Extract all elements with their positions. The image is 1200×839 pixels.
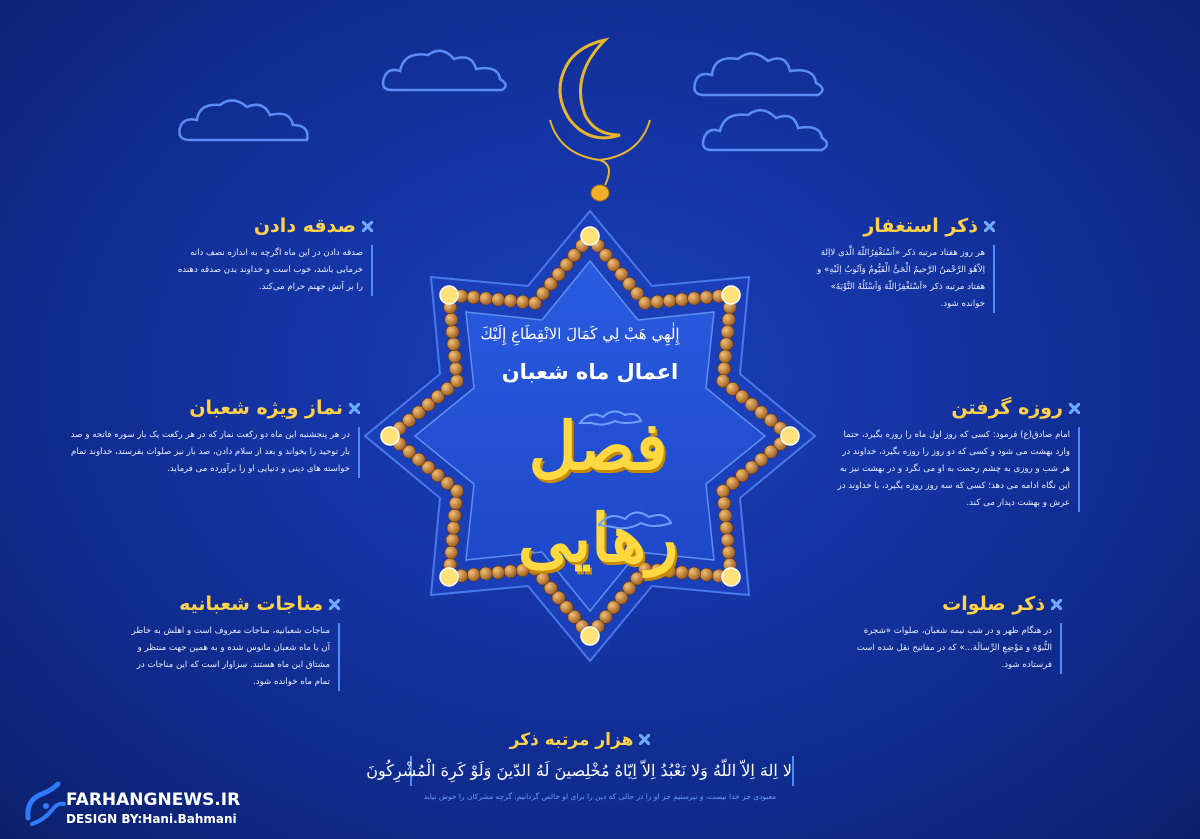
section-text: در هر پنجشنبه این ماه دو رکعت نماز که در هر رکعت یک بار سوره فاتحه و صد بار توحید را بخواند و بعد از سلام دادن، صد بار نیز صلوات بفرستد، خداوند تمام خواسته های دینی و دنیایی او را برآورده می فرماید.	[62, 427, 360, 478]
section-text: هر روز هفتاد مرتبه ذکر «اَسْتَغْفِرُاللّهَ الَّذى لااِلهَ اِلاّهُوَ الرَّحْمنُ الرَّحیمُ الْحَیُّ الْقَیُّومُ وَاَتُوبُ اِلَیْهِ» و هفتاد مرتبه ذکر «اَسْتَغْفِرُاللّهَ وَاَسْئَلُهُ التَّوْبَةَ» خوانده شود.	[817, 245, 995, 313]
section-text: مناجات شعبانیه، مناجات معروف است و اهلش به خاطر آن با ماه شعبان مانوس شده و به همین جهت منتظر و مشتاق این ماه هستند. سزاوار است که این مناجات در تمام ماه خوانده شود.	[128, 623, 340, 691]
diamond-bullet-icon	[984, 221, 995, 232]
rosary-bead	[675, 293, 688, 306]
section-heading	[850, 593, 1062, 615]
rosary-bead	[467, 291, 480, 304]
zekr-text: لا اِلهَ اِلاّ اللّهُ وَلا نَعْبُدُ اِلاّ اِیّاهُ مُخْلِصینَ لَهُ الدّینَ وَلَوْ کَرِهَ الْمُشْرِکُونَ	[410, 756, 794, 786]
subtitle-text: اعمال ماه شعبان	[501, 360, 679, 384]
section-text: صدقه دادن در این ماه اگرچه به اندازه نصف دانه خرمایی باشد، خوب است و خداوند بدن صدقه دهنده را بر آتش جهنم حرام می‌کند.	[175, 245, 373, 296]
diamond-bullet-icon	[1051, 599, 1062, 610]
rosary-bead	[651, 295, 664, 308]
rosary-bead	[516, 295, 529, 308]
zekr-title	[480, 730, 680, 750]
crescent-moon-icon	[530, 35, 670, 200]
rosary-bead	[700, 291, 713, 304]
section-title: ذکر صلوات	[942, 593, 1045, 615]
section-monajat	[128, 593, 340, 691]
diamond-bullet-icon	[329, 599, 340, 610]
zekr-title-text: هزار مرتبه ذکر	[509, 730, 634, 750]
section-title: ذکر استغفار	[863, 215, 978, 237]
rosary-bead	[639, 297, 652, 310]
lamp-icon	[581, 227, 599, 245]
section-text: امام صادق(ع) فرمود: کسی که روز اول ماه را روزه بگیرد، حتما وارد بهشت می شود و کسی که دو روز را روزه بگیرد، خداوند در هر شب و روزی به چشم رحمت به او می نگرد و در بهشت نیز به این نگاه ادامه می دهد؛ کسی که سه روز روزه بگیرد، با خداوند در عرش و بهشت دیدار می کند.	[837, 427, 1080, 512]
section-title: مناجات شعبانیه	[179, 593, 323, 615]
diamond-bullet-icon	[362, 221, 373, 232]
section-salavat	[850, 593, 1062, 674]
cloud-icon	[175, 95, 315, 145]
lamp-icon	[781, 427, 799, 445]
diamond-bullet-icon	[349, 403, 360, 414]
lamp-icon	[722, 286, 740, 304]
section-sadaqe	[175, 215, 373, 296]
section-text: در هنگام ظهر و در شب نیمه شعبان، صلوات «شجرة النُّبوّة و مَوْضِعِ الرِّسالَة...» که در مفاتیح نقل شده است فرستاده شود.	[850, 623, 1062, 674]
rosary-bead	[479, 292, 492, 305]
section-roze	[837, 397, 1080, 512]
cloud-swirl-icon	[575, 405, 645, 430]
rosary-bead	[492, 293, 505, 306]
diamond-bullet-icon	[1069, 403, 1080, 414]
designer-credit: DESIGN BY:Hani.Bahmani	[66, 812, 237, 826]
section-heading	[837, 397, 1080, 419]
branding	[18, 778, 278, 834]
section-heading	[128, 593, 340, 615]
diamond-bullet-icon	[639, 734, 650, 745]
cloud-icon	[700, 100, 830, 155]
section-heading	[175, 215, 373, 237]
lamp-icon	[581, 627, 599, 645]
invocation-text: إِلٰهِي هَبْ لِي كَمَالَ الانْقِطَاعِ إِلَيْكَ	[480, 325, 680, 343]
section-heading	[62, 397, 360, 419]
rosary-bead	[504, 294, 517, 307]
section-title: نماز ویژه شعبان	[189, 397, 343, 419]
section-estighfar	[817, 215, 995, 313]
cloud-icon	[690, 45, 830, 100]
rosary-bead	[663, 294, 676, 307]
section-title: روزه گرفتن	[951, 397, 1063, 419]
farhang-logo-icon	[22, 780, 68, 828]
section-title: صدقه دادن	[253, 215, 356, 237]
lamp-icon	[440, 286, 458, 304]
section-heading	[817, 215, 995, 237]
lamp-icon	[381, 427, 399, 445]
section-namaz	[62, 397, 360, 478]
rosary-bead	[688, 292, 701, 305]
cloud-icon	[380, 45, 510, 95]
page-title: فصل رهایی	[517, 407, 679, 578]
cloud-swirl-icon	[595, 505, 675, 535]
site-name: FARHANGNEWS.IR	[66, 790, 241, 810]
zekr-translation: معبودی جز خدا نیست، و نپرستیم جز او را در حالی که دین را برای او خالص گردانیم، گرچه مشرکان را خوش نیاید	[423, 792, 777, 801]
